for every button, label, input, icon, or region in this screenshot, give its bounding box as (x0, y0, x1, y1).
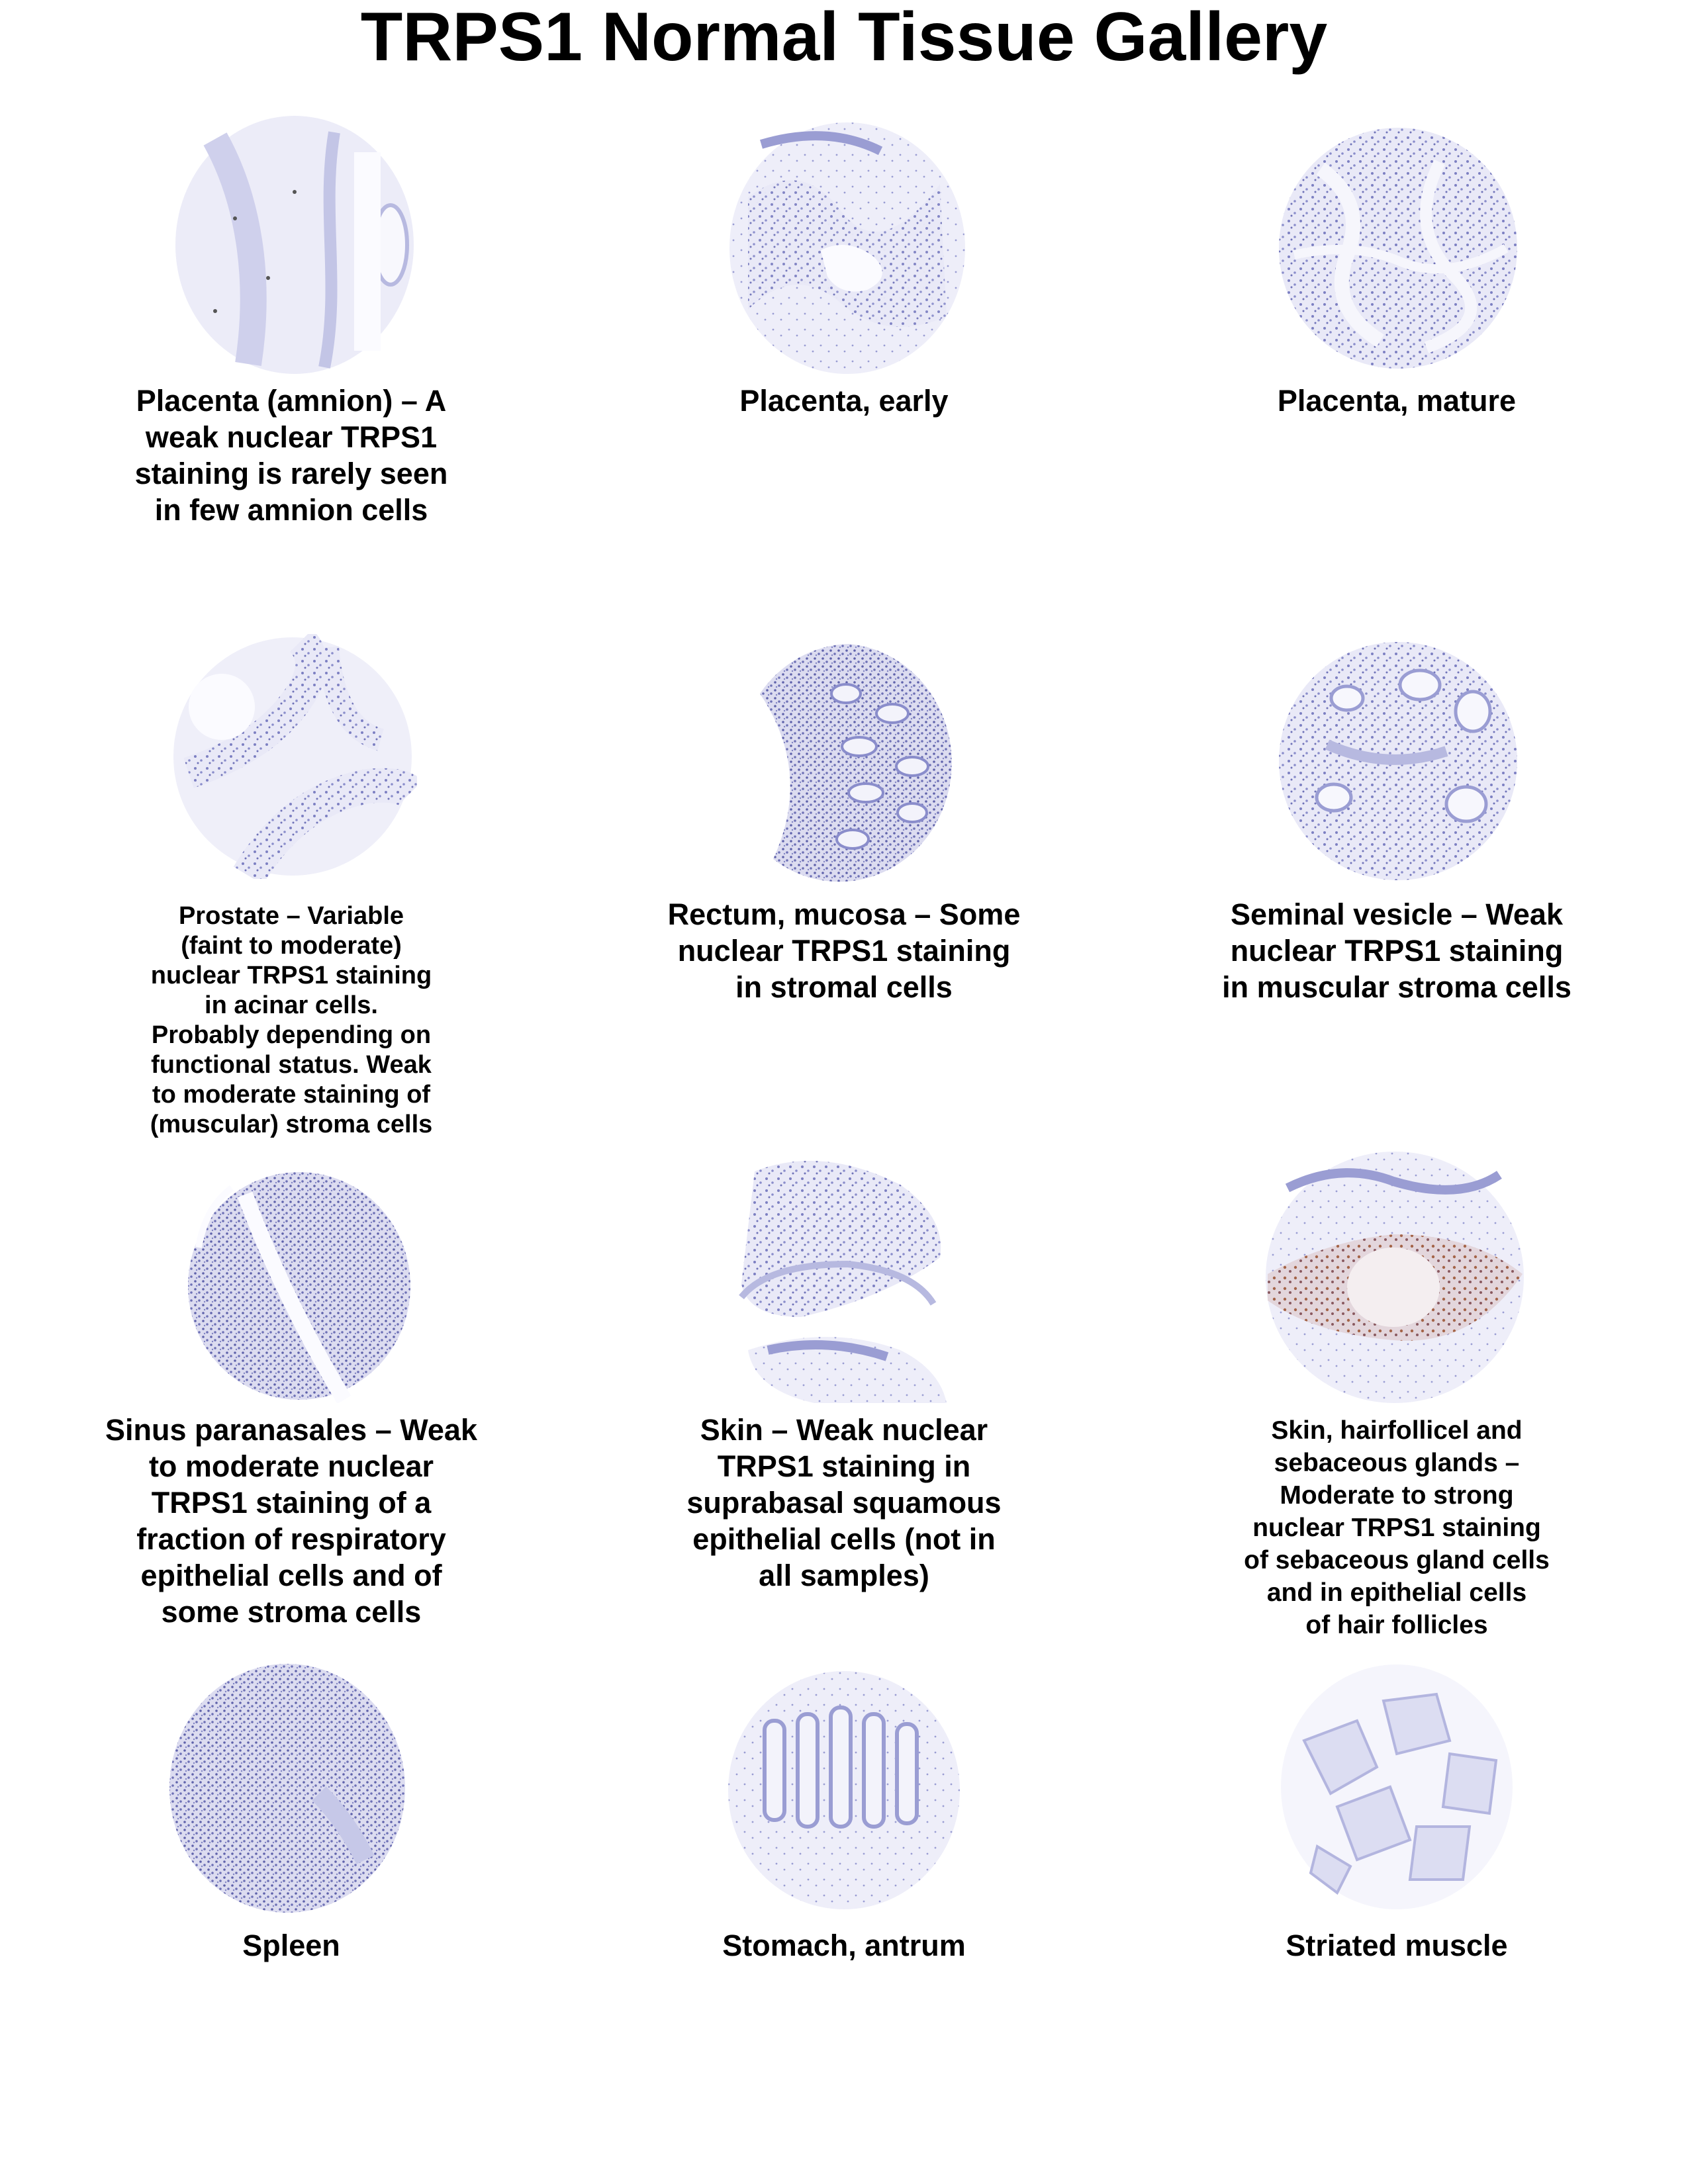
tile-caption: Placenta, early (739, 384, 949, 418)
tile-caption: Sinus paranasales – Weak to moderate nuclear TRPS1 staining of a fraction of respiratory epithelial cells and of some stroma cells (105, 1413, 477, 1629)
tissue-core-image (185, 1168, 414, 1403)
tile-caption: Striated muscle (1286, 1929, 1508, 1962)
tissue-core-image (169, 634, 417, 879)
tissue-core-image (722, 118, 973, 379)
page-title: TRPS1 Normal Tissue Gallery (360, 0, 1328, 75)
tile-caption: Prostate – Variable (faint to moderate) nuclear TRPS1 staining in acinar cells. Probably depending on functional status. Weak to moderate staining of (muscular) stroma cells (150, 902, 433, 1138)
tissue-core-image (1278, 1661, 1516, 1913)
tissue-core-image (169, 113, 420, 377)
tile-caption: Spleen (242, 1929, 340, 1962)
tissue-core-image (1274, 639, 1523, 884)
tile-caption: Placenta, mature (1277, 384, 1517, 418)
tissue-core-image (1274, 122, 1523, 374)
tile-caption: Seminal vesicle – Weak nuclear TRPS1 staining in muscular stroma cells (1222, 897, 1571, 1004)
tile-caption: Skin – Weak nuclear TRPS1 staining in suprabasal squamous epithelial cells (not in all samples) (686, 1413, 1002, 1592)
tissue-core-image (1261, 1148, 1529, 1406)
tile-caption: Rectum, mucosa – Some nuclear TRPS1 staining in stromal cells (667, 897, 1021, 1004)
tissue-core-image (728, 1152, 973, 1406)
tile-caption: Placenta (amnion) – A weak nuclear TRPS1 staining is rarely seen in few amnion cells (134, 384, 448, 527)
tile-caption: Stomach, antrum (722, 1929, 966, 1962)
tissue-core-image (733, 641, 965, 886)
tile-caption: Skin, hairfollicel and sebaceous glands – Moderate to strong nuclear TRPS1 staining of sebaceous gland cells and in epithelial cells of hair follicles (1244, 1416, 1550, 1639)
tissue-core-image (167, 1661, 408, 1916)
tissue-core-image (725, 1668, 963, 1913)
